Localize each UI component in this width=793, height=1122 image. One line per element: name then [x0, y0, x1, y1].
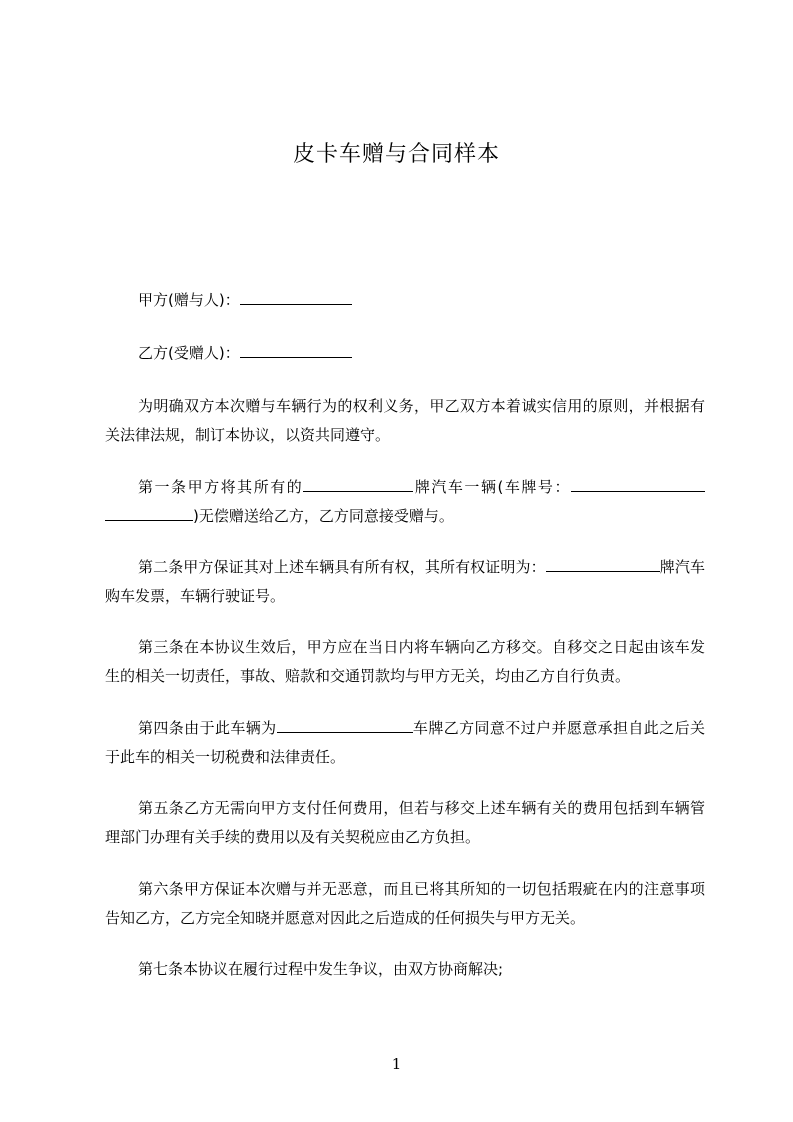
article-1-text-1: 第一条甲方将其所有的 [138, 478, 304, 496]
article-6-paragraph: 第六条甲方保证本次赠与并无恶意，而且已将其所知的一切包括瑕疵在内的注意事项告知乙方，乙方完全知晓并愿意对因此之后造成的任何损失与甲方无关。 [105, 880, 705, 927]
article-1-text-2: 牌汽车一辆(车牌号： [413, 478, 571, 496]
article-4-text-1: 第四条由于此车辆为 [138, 719, 277, 737]
article-3-paragraph: 第三条在本协议生效后，甲方应在当日内将车辆向乙方移交。自移交之日起由该车发生的相关一切责任，事故、赔款和交通罚款均与甲方无关，均由乙方自行负责。 [105, 638, 705, 685]
article-1-text-3: )无偿赠送给乙方，乙方同意接受赠与。 [193, 507, 454, 525]
plate-number-blank-continued[interactable] [105, 506, 193, 521]
party-b-label: 乙方(受赠人)： [138, 344, 240, 362]
party-a-label: 甲方(赠与人)： [138, 291, 240, 309]
article-4-text-2: 车牌乙方同意不过户并愿意承担自此之后关于此车的相关一切税费和法律责任。 [105, 719, 705, 766]
article-4-paragraph [105, 714, 705, 772]
party-b-line [105, 339, 705, 368]
document-title: 皮卡车赠与合同样本 [292, 142, 500, 167]
party-b-blank[interactable] [240, 343, 352, 358]
article-2-text-2: 牌汽车购车发票，车辆行驶证号。 [105, 558, 705, 605]
preamble-paragraph: 为明确双方本次赠与车辆行为的权利义务，甲乙双方本着诚实信用的原则，并根据有关法律法规，制订本协议，以资共同遵守。 [105, 397, 705, 444]
article-2-text-1: 第二条甲方保证其对上述车辆具有所有权，其所有权证明为： [138, 558, 546, 576]
plate-number-blank[interactable] [571, 477, 705, 492]
article-1-paragraph [105, 473, 705, 531]
party-a-line [105, 286, 705, 315]
vehicle-blank[interactable] [277, 718, 413, 733]
article-2-paragraph [105, 553, 705, 611]
brand-blank[interactable] [303, 477, 413, 492]
page-number: 1 [391, 1055, 402, 1073]
article-5-paragraph: 第五条乙方无需向甲方支付任何费用，但若与移交上述车辆有关的费用包括到车辆管理部门办理有关手续的费用以及有关契税应由乙方负担。 [105, 799, 705, 846]
ownership-proof-blank[interactable] [546, 557, 660, 572]
article-7-paragraph: 第七条本协议在履行过程中发生争议，由双方协商解决; [138, 960, 504, 978]
party-a-blank[interactable] [240, 290, 352, 305]
